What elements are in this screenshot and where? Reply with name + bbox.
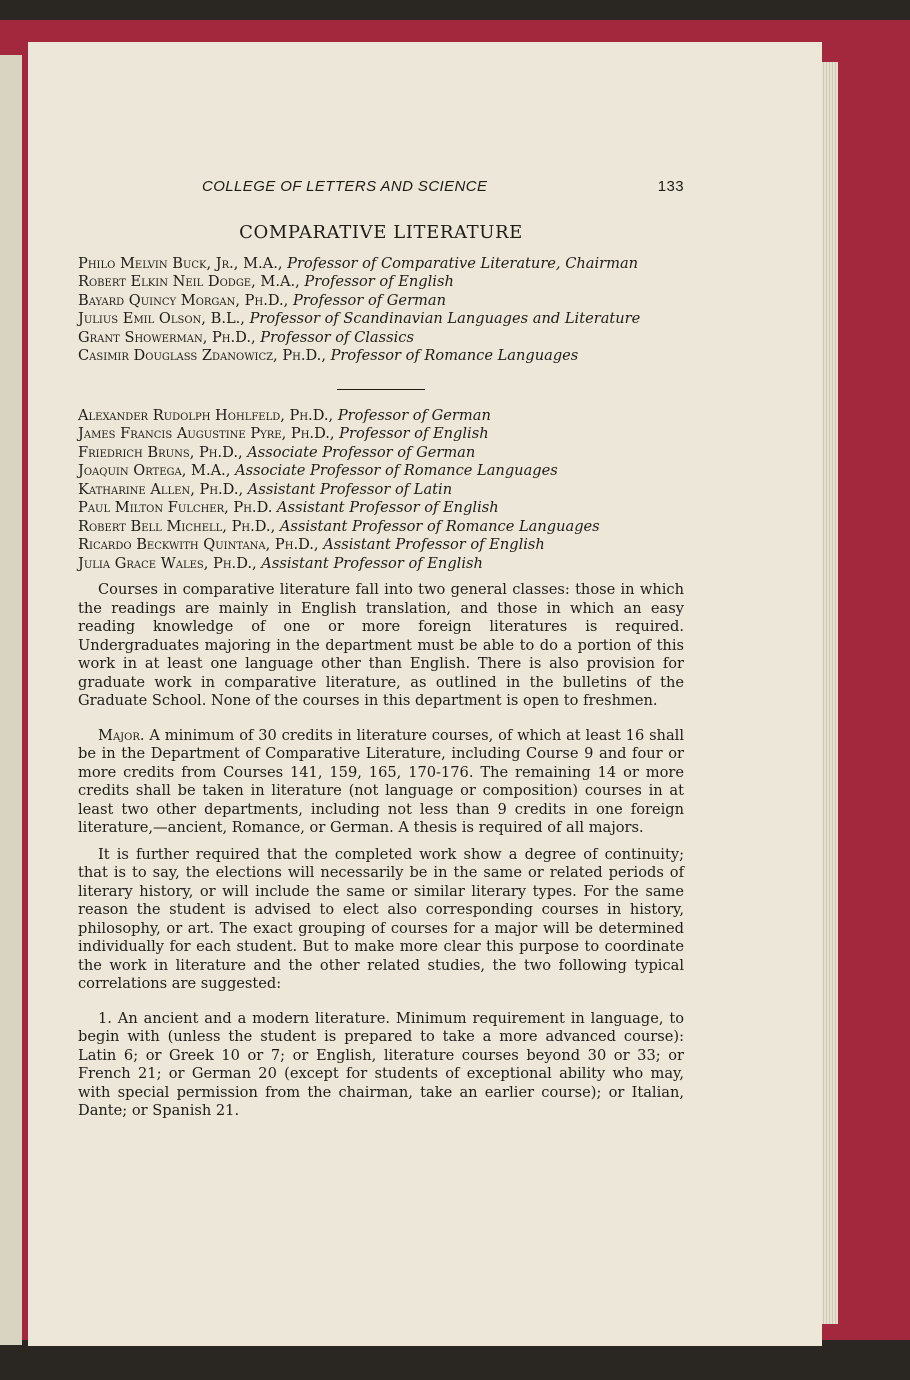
faculty-entry [78, 407, 684, 426]
page-number: 133 [657, 178, 684, 195]
faculty-name: Grant Showerman, Ph.D., [78, 328, 256, 346]
faculty-entry [78, 481, 684, 500]
faculty-title: Associate Professor of German [247, 443, 476, 461]
faculty-name: Julius Emil Olson, B.L., [78, 310, 245, 327]
faculty-name: Friedrich Bruns, Ph.D., [78, 443, 243, 461]
faculty-name: Bayard Quincy Morgan, Ph.D., [78, 291, 289, 309]
faculty-name: Alexander Rudolph Hohlfeld, Ph.D., [78, 406, 334, 424]
major-lead: Major. [98, 726, 145, 744]
faculty-name: Casimir Douglass Zdanowicz, Ph.D., [78, 347, 326, 364]
faculty-entry [78, 347, 684, 366]
faculty-entry [78, 425, 684, 444]
page-content [78, 178, 684, 1121]
section-title: COMPARATIVE LITERATURE [239, 222, 523, 243]
faculty-name: Robert Elkin Neil Dodge, M.A., [78, 273, 300, 290]
intro-paragraph: Courses in comparative literature fall into two general classes: those in which the readings are mainly in English translation, and those in which an easy reading knowledge of one or more foreign literatures is required. Undergraduates majoring in the department must be able to do a portion of this work in at least one language other than English. There is also provision for graduate work in comparative literature, as outlined in the bulletins of the Graduate School. None of the courses in this department is open to freshmen. [78, 581, 684, 709]
faculty-entry [78, 444, 684, 463]
faculty-name: Robert Bell Michell, Ph.D., [78, 517, 276, 535]
faculty-title: Assistant Professor of English [277, 499, 499, 516]
faculty-entry [78, 462, 684, 481]
major-text: A minimum of 30 credits in literature courses, of which at least 16 shall be in the Department of Comparative Literature, including Course 9 and four or more credits from Courses 141, 159, 165, 170-176. The remaining 14 or more credits shall be taken in literature (not language or composition) courses in at least two other departments, including not less than 9 credits in one foreign literature,—ancient, Romance, or German. A thesis is required of all majors. [78, 726, 684, 836]
faculty-title: Assistant Professor of Latin [247, 480, 453, 498]
continuity-paragraph: It is further required that the completed work show a degree of continuity; that is to say, the elections will necessarily be in the same or related periods of literary history, or will include the same or similar literary types. For the same reason the student is advised to elect also corresponding courses in history, philosophy, or art. The exact grouping of courses for a major will be determined individually for each student. But to make more clear this purpose to coordinate the work in literature and the other related studies, the two following typical correlations are suggested: [78, 845, 684, 992]
faculty-entry [78, 273, 684, 292]
faculty-name: James Francis Augustine Pyre, Ph.D., [78, 425, 335, 442]
faculty-entry [78, 536, 684, 555]
faculty-title: Assistant Professor of English [323, 536, 545, 553]
faculty-entry [78, 518, 684, 537]
faculty-name: Katharine Allen, Ph.D., [78, 480, 244, 498]
major-paragraph [78, 727, 684, 838]
faculty-name: Julia Grace Wales, Ph.D., [78, 554, 257, 572]
running-head-title: COLLEGE OF LETTERS AND SCIENCE [202, 178, 488, 195]
faculty-title: Professor of English [304, 273, 454, 290]
faculty-entry [78, 329, 684, 348]
faculty-entry [78, 255, 684, 274]
running-head [78, 178, 684, 204]
facing-page-edge [0, 55, 22, 1345]
faculty-title: Professor of Classics [260, 328, 414, 346]
faculty-name: Ricardo Beckwith Quintana, Ph.D., [78, 536, 319, 553]
correlation-item-1: 1. An ancient and a modern literature. Minimum requirement in language, to begin with (unless the student is prepared to take a more advanced course): Latin 6; or Greek 10 or 7; or English, literature courses beyond 30 or 33; or French 21; or German 20 (except for students of exceptional ability who may, with special permission from the chairman, take an earlier course); or Italian, Dante; or Spanish 21. [78, 1009, 684, 1119]
faculty-entry [78, 555, 684, 574]
faculty-title: Professor of English [339, 425, 489, 442]
faculty-entry [78, 499, 684, 518]
faculty-title: Professor of Romance Languages [330, 347, 579, 364]
faculty-title: Assistant Professor of English [261, 554, 483, 572]
faculty-entry [78, 292, 684, 311]
faculty-name: Joaquin Ortega, M.A., [78, 462, 231, 479]
faculty-list-senior [78, 255, 684, 366]
faculty-title: Professor of German [292, 291, 446, 309]
section-divider [337, 389, 425, 390]
faculty-entry [78, 310, 684, 329]
faculty-title: Professor of German [337, 406, 491, 424]
faculty-title: Professor of Comparative Literature, Chairman [287, 254, 639, 272]
faculty-name: Philo Melvin Buck, Jr., M.A., [78, 254, 283, 272]
faculty-list-other [78, 407, 684, 574]
book-page [28, 42, 822, 1346]
faculty-title: Professor of Scandinavian Languages and Literature [249, 310, 641, 327]
faculty-title: Associate Professor of Romance Languages [235, 462, 558, 479]
faculty-title: Assistant Professor of Romance Languages [279, 517, 600, 535]
faculty-name: Paul Milton Fulcher, Ph.D. [78, 499, 273, 516]
